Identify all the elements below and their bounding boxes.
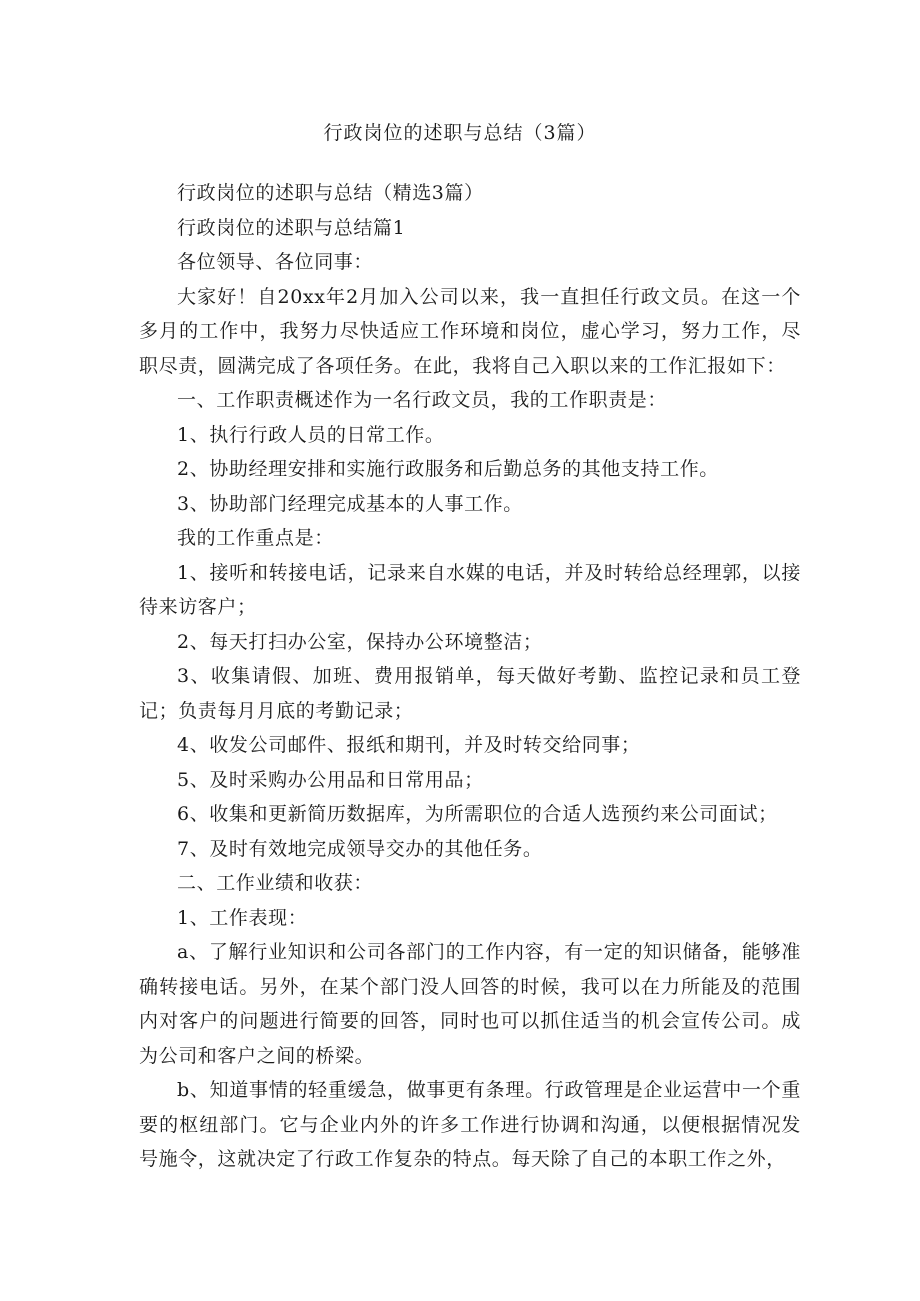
paragraph: 1、工作表现： xyxy=(177,906,308,929)
paragraph: 7、及时有效地完成领导交办的其他任务。 xyxy=(177,837,543,860)
paragraph: b、知道事情的轻重缓急，做事更有条理。行政管理是企业运营中一个重要的枢纽部门。它与企业内外的许多工作进行协调和沟通，以便根据情况发号施令，这就决定了行政工作复杂的特点。每天除了自己的本职工作之外， xyxy=(139,1079,801,1170)
paragraph: 2、每天打扫办公室，保持办公环境整洁； xyxy=(177,630,543,653)
paragraph: 4、收发公司邮件、报纸和期刊，并及时转交给同事； xyxy=(177,734,641,756)
paragraph: a、了解行业知识和公司各部门的工作内容，有一定的知识储备，能够准确转接电话。另外，在某个部门没人回答的时候，我可以在力所能及的范围内对客户的问题进行简要的回答，同时也可以抓住适当的机会宣传公司。成为公司和客户之间的桥梁。 xyxy=(139,941,801,1067)
paragraph: 各位领导、各位同事： xyxy=(177,251,374,273)
paragraph: 6、收集和更新简历数据库，为所需职位的合适人选预约来公司面试； xyxy=(177,803,778,825)
paragraph: 1、接听和转接电话，记录来自水媒的电话，并及时转给总经理郭，以接待来访客户； xyxy=(139,561,801,618)
paragraph: 3、协助部门经理完成基本的人事工作。 xyxy=(177,492,523,515)
paragraph: 1、执行行政人员的日常工作。 xyxy=(177,423,445,446)
paragraph: 2、协助经理安排和实施行政服务和后勤总务的其他支持工作。 xyxy=(177,458,719,480)
paragraph: 我的工作重点是： xyxy=(177,527,334,549)
document-body xyxy=(139,176,801,1177)
paragraph: 大家好！自20xx年2月加入公司以来，我一直担任行政文员。在这一个多月的工作中，我努力尽快适应工作环境和岗位，虚心学习，努力工作，尽职尽责，圆满完成了各项任务。在此，我将自己入职以来的工作汇报如下： xyxy=(139,285,801,377)
paragraph: 一、工作职责概述作为一名行政文员，我的工作职责是： xyxy=(177,389,668,411)
paragraph: 行政岗位的述职与总结篇1 xyxy=(177,216,406,239)
paragraph: 二、工作业绩和收获： xyxy=(177,872,374,894)
paragraph: 3、收集请假、加班、费用报销单，每天做好考勤、监控记录和员工登记；负责每月月底的考勤记录； xyxy=(139,665,801,722)
paragraph: 行政岗位的述职与总结（精选3篇） xyxy=(177,182,484,204)
document-title: 行政岗位的述职与总结（3篇） xyxy=(323,122,597,144)
paragraph: 5、及时采购办公用品和日常用品； xyxy=(177,768,484,791)
